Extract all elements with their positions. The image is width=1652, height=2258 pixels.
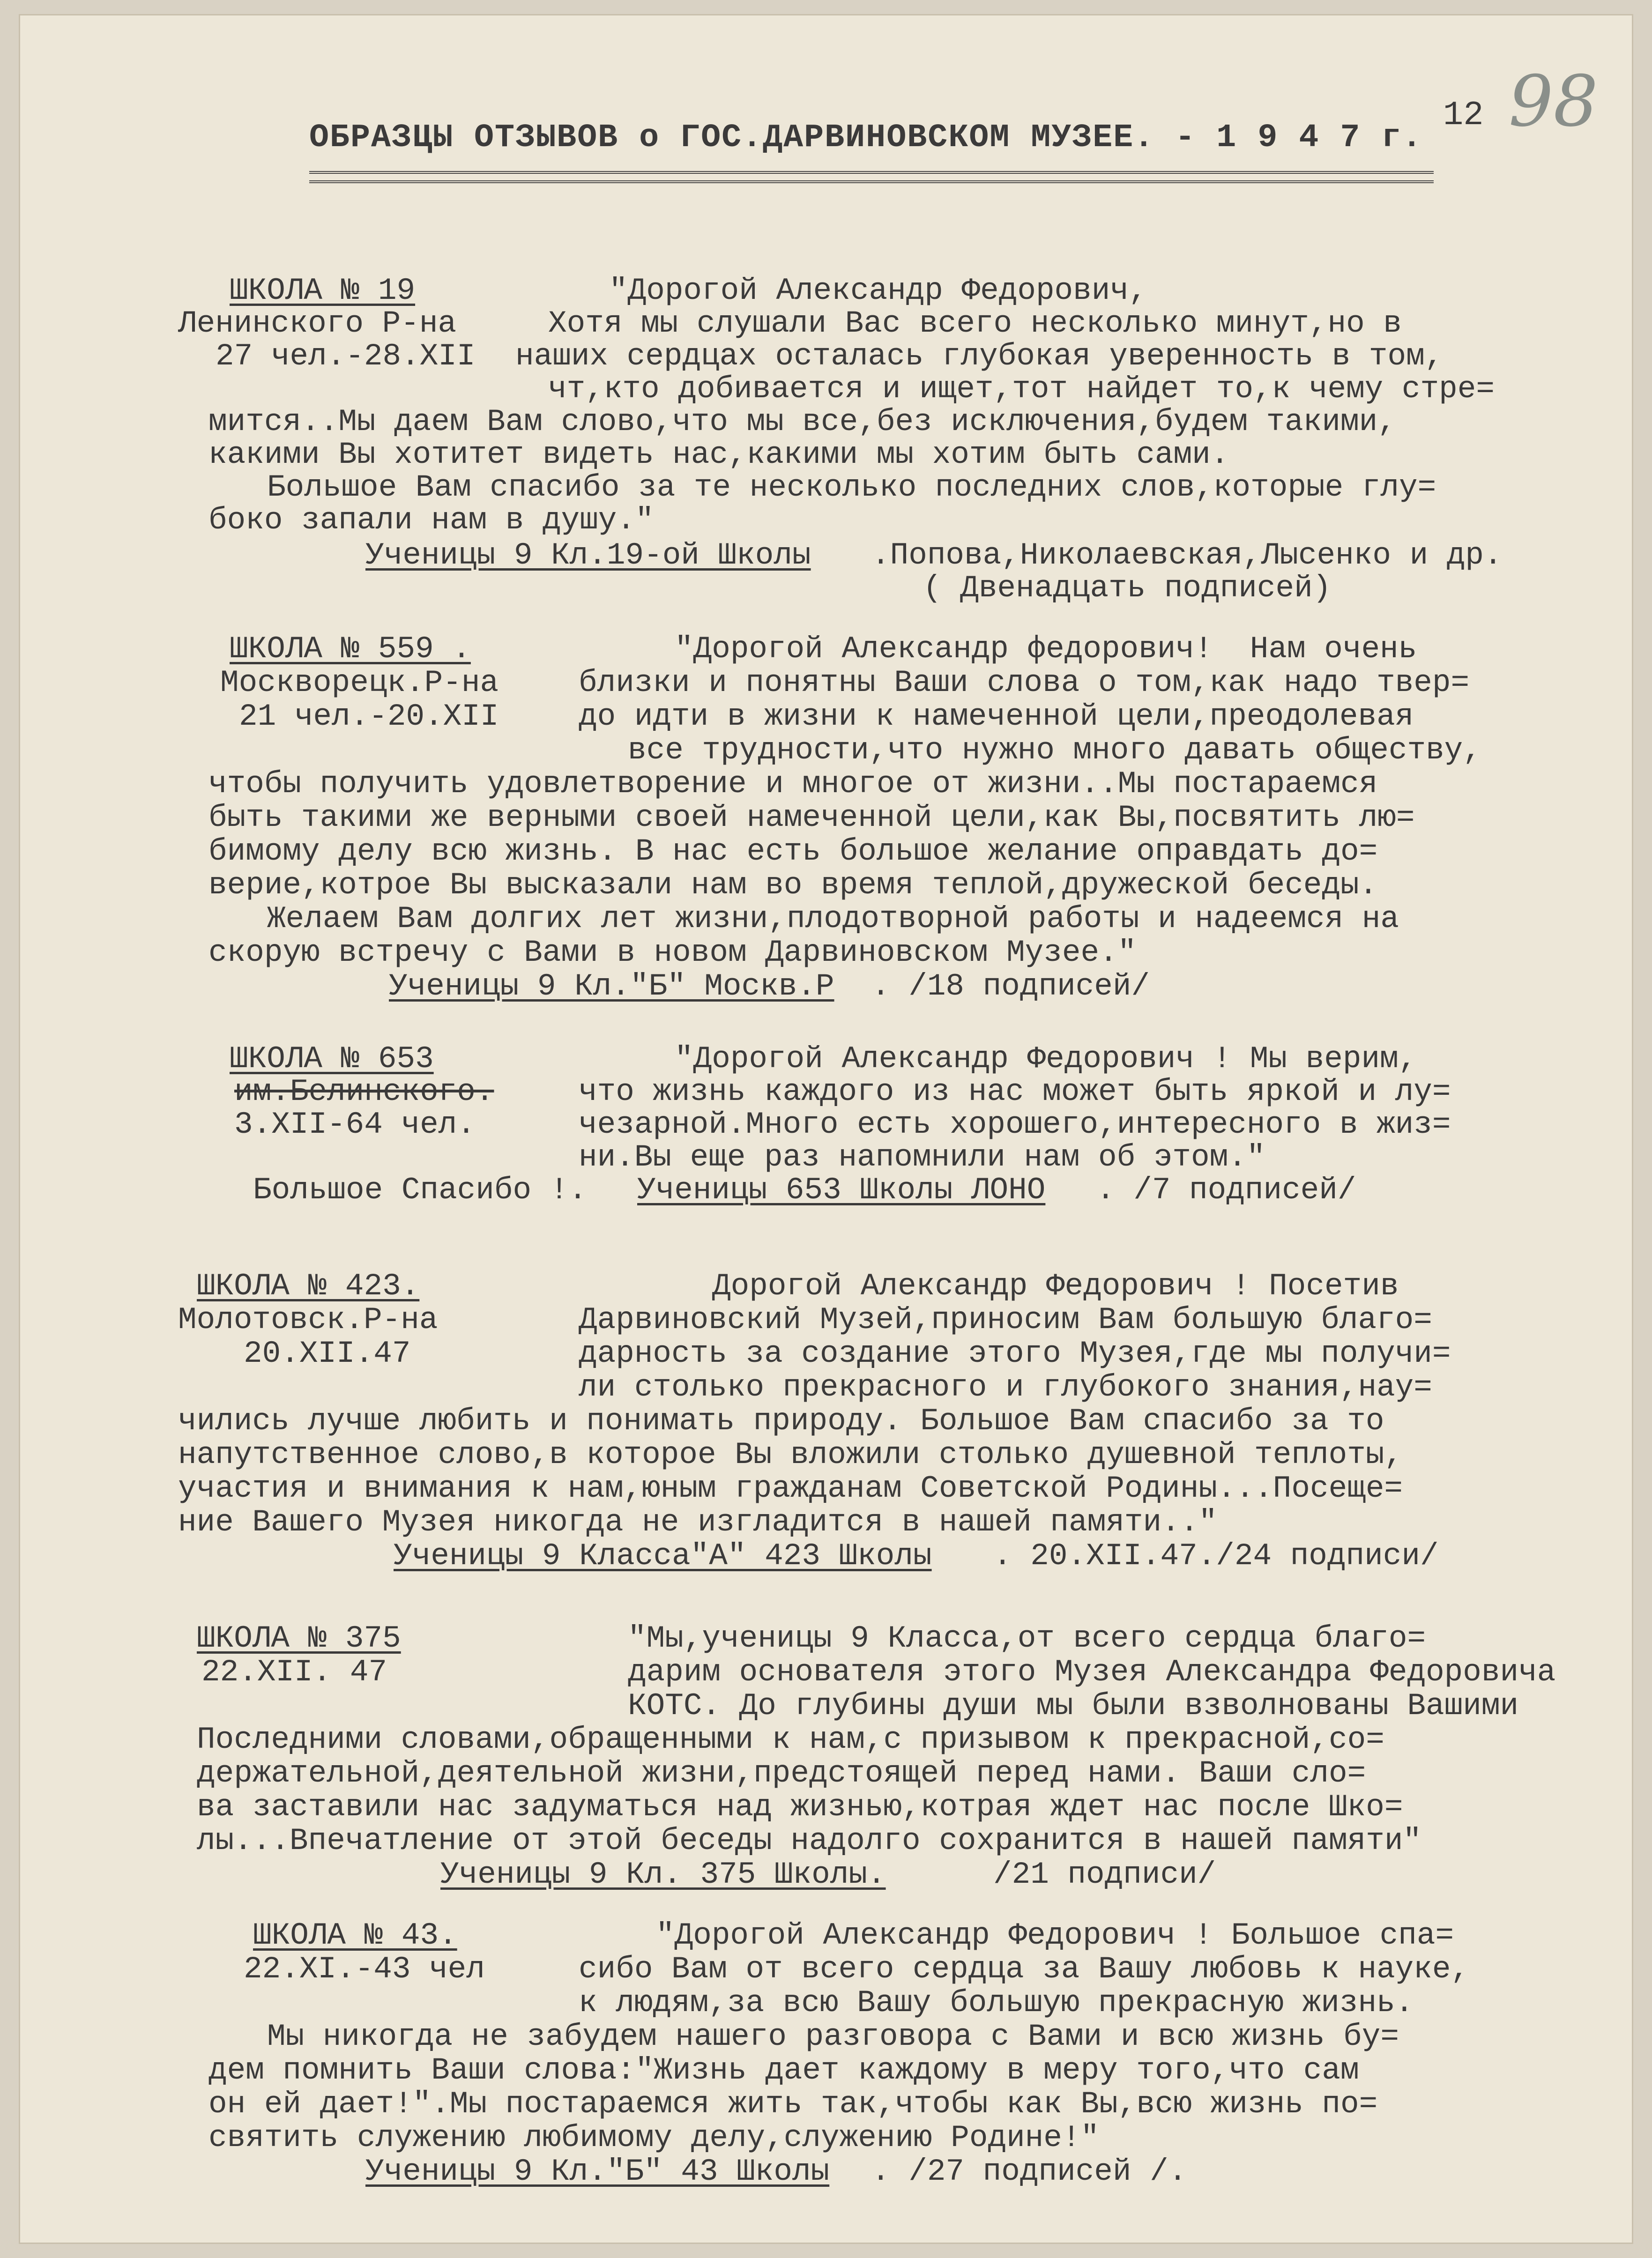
school-district: Ленинского Р-на <box>178 306 457 341</box>
review-line: верие,котрое Вы высказали нам во время теплой,дружеской беседы. <box>208 868 1378 903</box>
school-district: им.Белинского. <box>234 1074 494 1109</box>
review-line: "Дорогой Александр федорович! Нам очень <box>675 631 1417 667</box>
signature-count: . /7 подписей/ <box>1096 1173 1356 1208</box>
review-line: лы...Впечатление от этой беседы надолго сохранится в нашей памяти" <box>197 1823 1422 1858</box>
review-line: чезарной.Много есть хорошего,интересного в жиз= <box>579 1107 1451 1142</box>
signature: Ученицы 9 Кл."Б" Москв.Р <box>389 969 834 1004</box>
review-line: что жизнь каждого из нас может быть яркой и лу= <box>579 1074 1451 1109</box>
signature-count: . 20.XII.47./24 подписи/ <box>993 1538 1439 1574</box>
school-heading: ШКОЛА № 375 <box>197 1621 401 1656</box>
review-line: "Дорогой Александр Федорович ! Мы верим, <box>675 1041 1417 1077</box>
review-line: КОТС. До глубины души мы были взволнованы Вашими <box>628 1688 1519 1723</box>
signature-prefix: Большое Спасибо !. <box>253 1173 587 1208</box>
review-line: боко запали нам в душу." <box>208 503 654 538</box>
school-meta: 22.XI.-43 чел <box>244 1952 485 1987</box>
signature-names: .Попова,Николаевская,Лысенко и др. <box>871 538 1503 573</box>
review-line: до идти в жизни к намеченной цели,преодолевая <box>579 699 1414 734</box>
review-line: дарность за создание этого Музея,где мы получи= <box>579 1336 1451 1371</box>
review-line: святить служению любимому делу,служению Родине!" <box>208 2120 1100 2155</box>
school-heading: ШКОЛА № 653 <box>230 1041 434 1077</box>
review-line: Хотя мы слушали Вас всего несколько минут,но в <box>548 306 1402 341</box>
school-district: Молотовск.Р-на <box>178 1302 438 1337</box>
review-line: Последними словами,обращенными к нам,с призывом к прекрасной,со= <box>197 1722 1384 1757</box>
signature-count: . /18 подписей/ <box>871 969 1150 1004</box>
review-line: "Дорогой Александр Федорович, <box>609 273 1147 308</box>
review-line: ли столько прекрасного и глубокого знания,нау= <box>579 1370 1432 1405</box>
school-heading: ШКОЛА № 559 . <box>230 631 471 667</box>
review-line: быть такими же верными своей намеченной цели,как Вы,посвятить лю= <box>208 800 1415 835</box>
signature-count: ( Двенадцать подписей) <box>923 571 1332 606</box>
review-line: Мы никогда не забудем нашего разговора с Вами и всю жизнь бу= <box>267 2019 1399 2054</box>
school-meta: 3.XII-64 чел. <box>234 1107 476 1142</box>
title-double-rule <box>309 171 1434 183</box>
review-line: близки и понятны Ваши слова о том,как надо твер= <box>579 665 1470 700</box>
review-line: ни.Вы еще раз напомнили нам об этом." <box>579 1140 1265 1175</box>
review-line: Дарвиновский Музей,приносим Вам большую благо= <box>579 1302 1432 1337</box>
signature: Ученицы 9 Класса"А" 423 Школы <box>394 1538 932 1574</box>
review-line: Большое Вам спасибо за те несколько последних слов,которые глу= <box>267 470 1436 505</box>
review-line: скорую встречу с Вами в новом Дарвиновском Музее." <box>208 935 1137 970</box>
school-heading: ШКОЛА № 43. <box>253 1918 457 1953</box>
signature-count: /21 подписи/ <box>993 1857 1216 1892</box>
signature: Ученицы 9 Кл. 375 Школы. <box>440 1857 886 1892</box>
review-line: наших сердцах осталась глубокая уверенность в том, <box>515 339 1444 374</box>
school-meta: 20.XII.47 <box>244 1336 411 1371</box>
review-line: какими Вы хотитет видеть нас,какими мы хотим быть сами. <box>208 437 1229 472</box>
school-meta: 27 чел.-28.XII <box>216 339 476 374</box>
review-line: чились лучше любить и понимать природу. Большое Вам спасибо за то <box>178 1404 1384 1439</box>
school-district: Москворецк.Р-на <box>220 665 499 700</box>
review-line: напутственное слово,в которое Вы вложили столько душевной теплоты, <box>178 1437 1403 1472</box>
review-line: он ей дает!".Мы постараемся жить так,чтобы как Вы,всю жизнь по= <box>208 2087 1378 2122</box>
review-line: дем помнить Ваши слова:"Жизнь дает каждому в меру того,что сам <box>208 2053 1359 2088</box>
review-line: "Дорогой Александр Федорович ! Большое спа= <box>656 1918 1454 1953</box>
school-meta: 22.XII. 47 <box>201 1655 387 1690</box>
review-line: Дорогой Александр Федорович ! Посетив <box>712 1269 1399 1304</box>
page-number: 12 <box>1443 96 1484 134</box>
review-line: бимому делу всю жизнь. В нас есть большое желание оправдать до= <box>208 834 1378 869</box>
review-line: "Мы,ученицы 9 Класса,от всего сердца благо= <box>628 1621 1426 1656</box>
review-line: Желаем Вам долгих лет жизни,плодотворной работы и надеемся на <box>267 901 1399 936</box>
signature: Ученицы 653 Школы ЛОНО <box>637 1173 1046 1208</box>
review-line: чтобы получить удовлетворение и многое от жизни..Мы постараемся <box>208 766 1378 802</box>
review-line: сибо Вам от всего сердца за Вашу любовь к науке, <box>579 1952 1470 1987</box>
school-heading: ШКОЛА № 19 <box>230 273 416 308</box>
handwritten-page-number: 98 <box>1509 61 1598 142</box>
document-title: ОБРАЗЦЫ ОТЗЫВОВ о ГОС.ДАРВИНОВСКОМ МУЗЕЕ. - 1 9 4 7 г. <box>309 119 1423 156</box>
signature: Ученицы 9 Кл.19-ой Школы <box>365 538 811 573</box>
review-line: ние Вашего Музея никогда не изгладится в нашей памяти.." <box>178 1505 1217 1540</box>
school-heading: ШКОЛА № 423. <box>197 1269 420 1304</box>
review-line: к людям,за всю Вашу большую прекрасную жизнь. <box>579 1985 1414 2020</box>
review-line: ва заставили нас задуматься над жизнью,котрая ждет нас после Шко= <box>197 1790 1403 1825</box>
school-meta: 21 чел.-20.XII <box>239 699 499 734</box>
signature-count: . /27 подписей /. <box>871 2154 1187 2189</box>
document-page <box>19 14 1633 2244</box>
review-line: дарим основателя этого Музея Александра Федоровича <box>628 1655 1556 1690</box>
review-line: держательной,деятельной жизни,предстоящей перед нами. Ваши сло= <box>197 1756 1366 1791</box>
review-line: мится..Мы даем Вам слово,что мы все,без исключения,будем такими, <box>208 404 1396 439</box>
review-line: чт,кто добивается и ищет,тот найдет то,к чему стре= <box>548 371 1495 407</box>
signature: Ученицы 9 Кл."Б" 43 Школы <box>365 2154 830 2189</box>
review-line: все трудности,что нужно много давать обществу, <box>628 733 1481 768</box>
review-line: участия и внимания к нам,юным гражданам Советской Родины...Посеще= <box>178 1471 1403 1506</box>
